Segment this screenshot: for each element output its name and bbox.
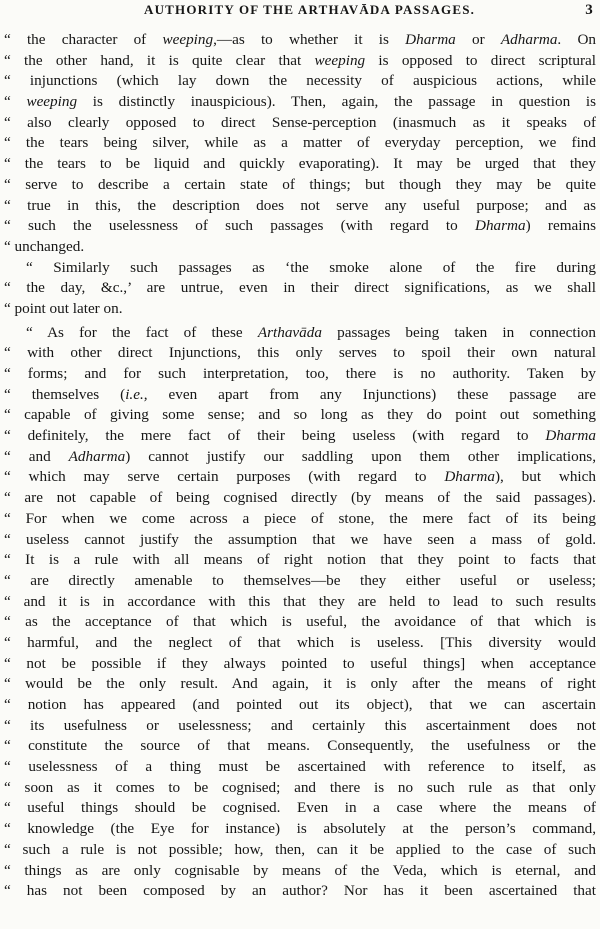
text-line: “ not be possible if they always pointed to useful things] when acceptance (4, 654, 596, 672)
text-line: “ such the uselessness of such passages (with regard to Dharma) remains (4, 217, 596, 235)
text-line: “ As for the fact of these Arthavāda passages being taken in connection (26, 323, 596, 341)
text-line: “ serve to describe a certain state of things; but though they may be quite (4, 175, 596, 193)
text-line: “ things as are only cognisable by means of the Veda, which is eternal, and (4, 861, 596, 879)
text-line: “ forms; and for such interpretation, too, there is no authority. Taken by (4, 365, 596, 382)
text-line: “ capable of giving some sense; and so long as they do point out something (4, 406, 596, 424)
text-line: “ has not been composed by an author? Nor has it been ascertained that (4, 882, 596, 900)
text-line: “ the character of weeping,—as to whether it is Dharma or Adharma. On (4, 31, 596, 48)
text-line: “ the other hand, it is quite clear that weeping is opposed to direct scriptural (4, 51, 596, 69)
running-title: AUTHORITY OF THE ARTHAVĀDA PASSAGES. (144, 2, 476, 17)
text-line: “ knowledge (the Eye for instance) is absolutely at the person’s command, (4, 820, 596, 838)
text-line: “ Similarly such passages as ‘the smoke alone of the fire during (26, 258, 596, 276)
text-line: “ unchanged. (4, 237, 85, 255)
text-line: “ with other direct Injunctions, this only serves to spoil their own natural (4, 344, 596, 362)
text-line: “ constitute the source of that means. Consequently, the usefulness or the (4, 737, 596, 755)
text-line: “ notion has appeared (and pointed out its object), that we can ascertain (4, 696, 596, 713)
text-line: “ useless cannot justify the assumption that we have seen a mass of gold. (4, 530, 596, 548)
text-line: “ For when we come across a piece of stone, the mere fact of its being (4, 509, 596, 527)
text-line: “ which may serve certain purposes (with regard to Dharma), but which (4, 468, 596, 486)
text-line: “ and Adharma) cannot justify our saddling upon them other implications, (4, 447, 596, 465)
text-line: “ its usefulness or uselessness; and certainly this ascertainment does not (4, 716, 596, 734)
text-line: “ definitely, the mere fact of their being useless (with regard to Dharma (4, 427, 596, 445)
text-line: “ the day, &c.,’ are untrue, even in their direct significations, as we shall (4, 279, 596, 297)
text-line: “ are directly amenable to themselves—be they either useful or useless; (4, 571, 596, 589)
text-line: “ harmful, and the neglect of that which is useless. [This diversity would (4, 633, 596, 651)
text-line: “ such a rule is not possible; how, then, can it be applied to the case of such (4, 840, 596, 858)
text-line: “ and it is in accordance with this that they are held to lead to such results (4, 592, 596, 610)
running-header (0, 2, 600, 26)
text-line: “ point out later on. (4, 299, 123, 317)
text-line: “ the tears to be liquid and quickly evaporating). It may be urged that they (4, 155, 596, 173)
text-line: “ also clearly opposed to direct Sense-perception (inasmuch as it speaks of (4, 113, 596, 131)
text-line: “ It is a rule with all means of right notion that they point to facts that (4, 551, 596, 569)
text-line: “ as the acceptance of that which is useful, the avoidance of that which is (4, 613, 596, 631)
text-line: “ would be the only result. And again, it is only after the means of right (4, 675, 596, 693)
text-line: “ useful things should be cognised. Even in a case where the means of (4, 799, 596, 817)
text-line: “ are not capable of being cognised directly (by means of the said passages). (4, 489, 596, 507)
text-line: “ themselves (i.e., even apart from any Injunctions) these passage are (4, 385, 596, 403)
text-line: “ injunctions (which lay down the necessity of auspicious actions, while (4, 72, 596, 90)
text-line: “ the tears being silver, while as a matter of everyday perception, we find (4, 134, 596, 152)
text-line: “ true in this, the description does not serve any useful purpose; and as (4, 196, 596, 214)
text-line: “ weeping is distinctly inauspicious). Then, again, the passage in question is (4, 93, 596, 111)
text-line: “ soon as it comes to be cognised; and there is no such rule as that only (4, 778, 596, 796)
text-line: “ uselessness of a thing must be ascertained with reference to itself, as (4, 758, 596, 776)
body-text (4, 30, 596, 902)
page-number: 3 (585, 2, 594, 18)
